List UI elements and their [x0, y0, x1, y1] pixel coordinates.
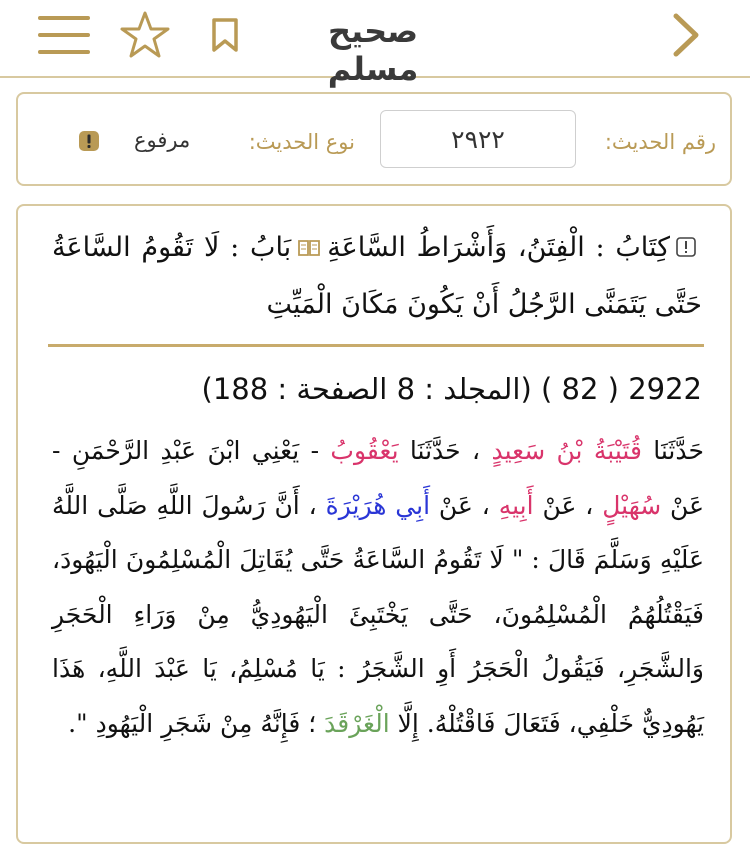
menu-icon[interactable] — [38, 10, 92, 60]
text-segment: ، أَنَّ رَسُولَ اللَّهِ صَلَّى اللَّهُ عَلَيْهِ وَسَلَّمَ قَالَ : " لَا تَقُومُ السَّاعَةُ حَتَّى يُقَاتِلَ الْمُسْلِمُونَ الْيَهُودَ، فَيَقْتُلُهُمُ الْمُسْلِمُونَ، حَتَّى يَخْتَبِئَ الْيَهُودِيُّ مِنْ وَرَاءِ الْحَجَرِ وَالشَّجَرِ، فَيَقُولُ الْحَجَرُ أَوِ الشَّجَرُ : يَا مُسْلِمُ، يَا عَبْدَ اللَّهِ، هَذَا يَهُودِيٌّ خَلْفِي، فَتَعَالَ فَاقْتُلْهُ. إِلَّا — [52, 490, 704, 738]
text-segment: حَدَّثَنَا — [641, 436, 704, 465]
warning-icon[interactable] — [78, 130, 100, 152]
chapter-book-title: كِتَابُ : الْفِتَنُ، وَأَشْرَاطُ السَّاعَةِ — [327, 232, 670, 263]
hadith-reference: 2922 ( 82 ) (المجلد : 8 الصفحة : 188) — [201, 372, 702, 406]
text-segment: - يَعْنِي ابْنَ عَبْدِ الرَّحْمَنِ - عَنْ — [52, 436, 704, 520]
divider — [48, 344, 704, 347]
text-segment: ؛ فَإِنَّهُ مِنْ شَجَرِ الْيَهُودِ ". — [68, 708, 325, 738]
chapter-heading — [52, 220, 702, 333]
narrator-link[interactable]: يَعْقُوبُ — [330, 436, 399, 465]
text-segment: ، عَنْ — [430, 490, 499, 520]
hadith-text — [52, 424, 704, 751]
plant-link[interactable]: الْغَرْقَدَ — [324, 708, 390, 738]
chapter-bab-title: بَابُ : لَا تَقُومُ السَّاعَةُ حَتَّى يَتَمَنَّى الرَّجُلُ أَنْ يَكُونَ مَكَانَ الْمَيِّتِ — [52, 232, 702, 320]
narrator-link[interactable]: سُهَيْلٍ — [602, 490, 662, 520]
hadith-type-label: نوع الحديث: — [248, 130, 355, 154]
narrator-link[interactable]: قُتَيْبَةُ بْنُ سَعِيدٍ — [491, 436, 642, 465]
companion-link[interactable]: أَبِي هُرَيْرَةَ — [325, 490, 431, 520]
page-title: صحيح مسلم — [327, 12, 419, 88]
text-segment: ، عَنْ — [533, 490, 603, 520]
hadith-info-card — [16, 92, 732, 186]
hadith-type-value: مرفوع — [134, 128, 191, 152]
top-bar — [0, 0, 750, 88]
hadith-number-label: رقم الحديث: — [604, 130, 716, 154]
warning-icon[interactable] — [676, 221, 696, 277]
book-icon[interactable] — [297, 221, 321, 277]
text-segment: ، حَدَّثَنَا — [398, 436, 492, 465]
narrator-link[interactable]: أَبِيهِ — [498, 490, 534, 520]
hadith-number-field[interactable]: ٢٩٢٢ — [380, 110, 576, 168]
bookmark-icon[interactable] — [205, 10, 245, 60]
hadith-card — [16, 204, 732, 844]
star-icon[interactable] — [118, 10, 172, 60]
back-icon[interactable] — [662, 10, 708, 60]
